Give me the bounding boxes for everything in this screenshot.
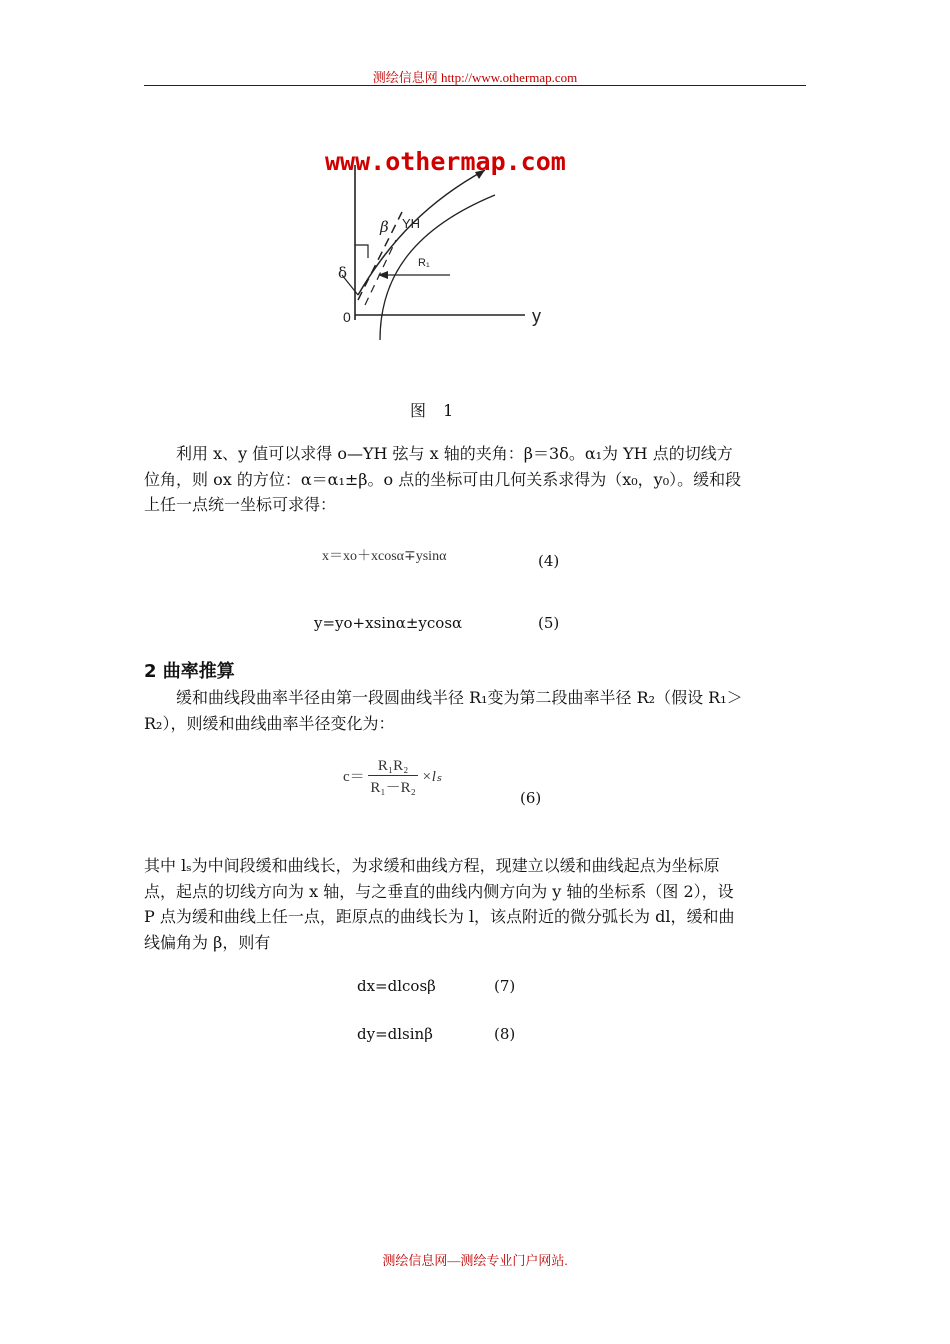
equation-6-number: (6) xyxy=(520,789,542,807)
figure-caption: 图 1 xyxy=(410,401,460,420)
beta-label: β xyxy=(380,218,389,236)
r1-label: R₁ xyxy=(418,257,430,269)
figure-1 xyxy=(320,140,570,360)
equation-7-number: (7) xyxy=(494,977,516,995)
equation-6-denominator: R₁－R₂ xyxy=(370,780,416,796)
equation-6-fraction xyxy=(368,758,417,797)
equation-5: y=yo+xsinα±ycosα xyxy=(314,614,463,632)
paragraph-2: 缓和曲线段曲率半径由第一段圆曲线半径 R₁变为第二段曲率半径 R₂（假设 R₁＞R₂），则缓和曲线曲率半径变化为： xyxy=(144,688,743,733)
equation-6 xyxy=(343,758,442,797)
tangent-line xyxy=(365,240,396,305)
equation-4-number: (4) xyxy=(538,552,560,570)
header-divider xyxy=(144,85,806,86)
equation-6-rhs: ×lₛ xyxy=(421,768,442,785)
equation-7: dx=dlcosβ xyxy=(357,977,436,995)
equation-6-numerator: R₁R₂ xyxy=(368,758,417,776)
page-header: 测绘信息网 http://www.othermap.com xyxy=(372,70,578,85)
yh-label: YH xyxy=(402,216,421,231)
delta-label: δ xyxy=(338,264,348,282)
page-footer: 测绘信息网—测绘专业门户网站. xyxy=(382,1253,568,1268)
equation-6-lhs: c＝ xyxy=(343,768,365,785)
watermark-text: www.othermap.com xyxy=(325,147,566,176)
paragraph-3: 其中 lₛ为中间段缓和曲线长，为求缓和曲线方程，现建立以缓和曲线起点为坐标原点，起点的切线方向为 x 轴，与之垂直的曲线内侧方向为 y 轴的坐标系（图 2），设 P 点为缓和曲线上任一点，距原点的曲线长为 l，该点附近的微分弧长为 dl，缓和曲线偏角为 β，则有 xyxy=(144,856,735,952)
equation-4: x＝xo＋xcosα∓ysinα xyxy=(322,549,447,564)
equation-5-number: (5) xyxy=(538,614,560,632)
y-axis-label: y xyxy=(532,306,541,326)
equation-8-number: (8) xyxy=(494,1025,516,1043)
equation-8: dy=dlsinβ xyxy=(357,1025,433,1043)
circle-arc xyxy=(380,195,495,340)
transition-curve xyxy=(358,170,485,295)
section-heading: 2 曲率推算 xyxy=(144,661,235,682)
paragraph-1: 利用 x、y 值可以求得 o—YH 弦与 x 轴的夹角：β＝3δ。α₁为 YH 点的切线方位角，则 ox 的方位：α＝α₁±β。o 点的坐标可由几何关系求得为（x₀，y₀）。缓和段上任一点统一坐标可求得： xyxy=(144,444,742,514)
origin-label: 0 xyxy=(343,309,351,325)
